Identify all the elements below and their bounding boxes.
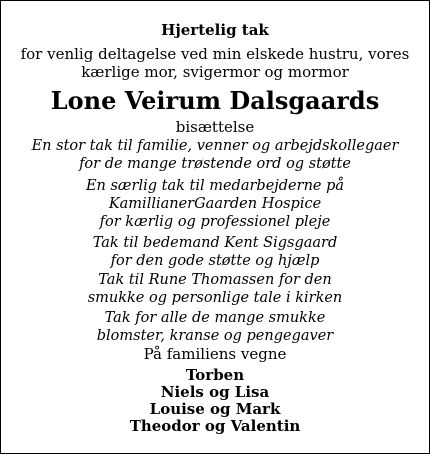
deceased-name: Lone Veirum Dalsgaards [50, 86, 380, 115]
thanks-paragraph [1, 271, 429, 307]
thanks-line: Tak til Rune Thomassen for den [98, 272, 332, 288]
intro-line: for venlig deltagelse ved min elskede hustru, vores [20, 45, 410, 63]
signer-name: Louise og Mark [149, 400, 281, 418]
thanks-line: En særlig tak til medarbejderne på [85, 178, 345, 194]
thanks-line: KamillianerGaarden Hospice [108, 196, 322, 212]
on-behalf-line: På familiens vegne [143, 345, 287, 363]
intro-text [1, 45, 429, 81]
thanks-paragraph [1, 309, 429, 345]
signer-name: Torben [185, 366, 245, 384]
thanks-line: for de mange trøstende ord og støtte [79, 156, 351, 172]
thanks-line: for kærlig og professionel pleje [99, 214, 331, 230]
thanks-line: Tak til bedemand Kent Sigsgaard [92, 235, 338, 251]
thanks-line: smukke og personlige tale i kirken [87, 290, 343, 306]
thanks-line: Tak for alle de mange smukke [104, 310, 326, 326]
ceremony-label: bisættelse [175, 118, 255, 136]
signers-list [1, 367, 429, 435]
thanks-paragraph [1, 234, 429, 270]
notice-heading: Hjertelig tak [161, 21, 269, 39]
thanks-paragraph [1, 137, 429, 173]
thanks-line: for den gode støtte og hjælp [110, 253, 320, 269]
thanks-line: blomster, kranse og pengegaver [96, 328, 334, 344]
signer-name: Theodor og Valentin [129, 417, 301, 435]
intro-line: kærlige mor, svigermor og mormor [81, 63, 349, 81]
thanks-paragraph [1, 177, 429, 231]
signer-name: Niels og Lisa [160, 383, 270, 401]
thanks-line: En stor tak til familie, venner og arbejdskollegaer [31, 138, 399, 154]
